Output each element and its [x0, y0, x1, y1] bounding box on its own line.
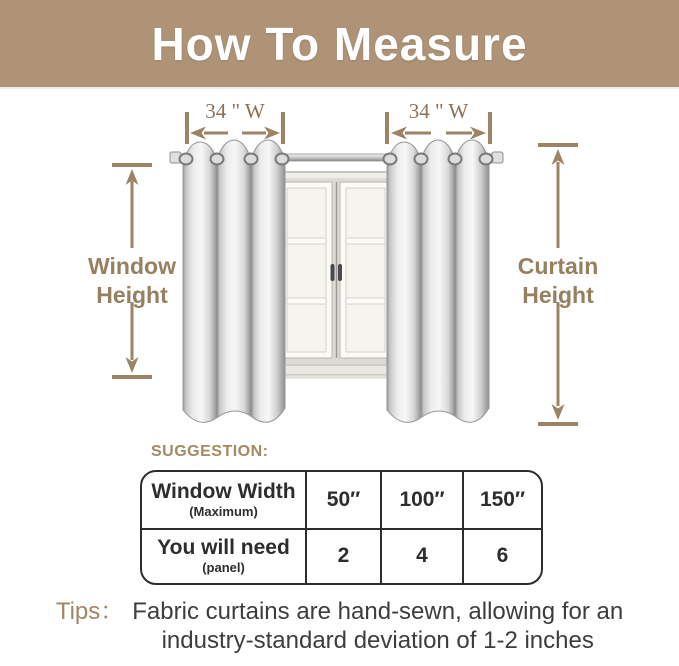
arrowhead-left-icon: [391, 127, 407, 140]
width-label-right: 34 " W: [408, 99, 469, 123]
curtain-panel-right: [387, 140, 489, 422]
grommet: [449, 154, 462, 165]
table-cell-width-100: [380, 472, 462, 528]
table-header-label: Window Width: [151, 479, 296, 503]
window-glass-left: [287, 188, 326, 352]
muntin: [287, 238, 326, 244]
grommet: [211, 154, 224, 165]
table-header-sublabel: (Maximum): [189, 503, 258, 519]
muntin: [287, 298, 326, 304]
window: [264, 172, 408, 379]
rod-end-right: [492, 152, 503, 163]
table-value: 2: [337, 544, 350, 568]
grommet: [245, 154, 258, 165]
table-cell-width-50: [305, 472, 380, 528]
arrowhead-right-icon: [470, 127, 486, 140]
muntin: [346, 238, 385, 244]
tips-section: [0, 597, 679, 655]
tips-label: Tips：: [55, 598, 125, 625]
curtain-height-label: Curtain Height: [517, 253, 599, 308]
window-handle-right: [338, 264, 342, 281]
window-height-label: Window Height: [88, 253, 176, 308]
table-value: 6: [496, 544, 509, 568]
curtain-panel-left: [183, 140, 285, 422]
table-header-sublabel: (panel): [202, 560, 245, 576]
table-cell-width-150: [462, 472, 541, 528]
tips-text: [132, 597, 623, 655]
grommet: [415, 154, 428, 165]
table-value: 4: [416, 544, 428, 568]
grommet: [384, 154, 397, 165]
curtain-shape: [183, 140, 285, 422]
tips-line-2: industry-standard deviation of 1-2 inches: [161, 627, 594, 654]
panel-suggestion-table: [140, 470, 543, 585]
table-cell-panels-2: [305, 528, 380, 584]
window-handle-left: [331, 264, 335, 281]
arrowhead-left-icon: [190, 127, 206, 140]
table-header-window-width: [142, 472, 305, 528]
table-value: 150″: [479, 487, 526, 511]
arrowhead-down-icon: [552, 404, 565, 420]
arrowhead-right-icon: [264, 127, 280, 140]
grommet: [480, 154, 493, 165]
table-cell-panels-6: [462, 528, 541, 584]
table-value: 50″: [326, 487, 361, 511]
window-glass-right: [346, 188, 385, 352]
table-header-label: You will need: [157, 536, 290, 560]
grommet: [180, 154, 193, 165]
measure-diagram: [0, 88, 679, 438]
page-title: How To Measure: [151, 17, 528, 70]
width-label-left: 34 " W: [205, 99, 265, 123]
suggestion-heading: SUGGESTION:: [151, 443, 269, 460]
title-banner: [0, 0, 679, 87]
muntin: [346, 298, 385, 304]
table-cell-panels-4: [380, 528, 462, 584]
table-value: 100″: [399, 487, 445, 511]
sill-shadow: [268, 376, 404, 379]
window-sill: [264, 365, 408, 375]
curtain-shape: [387, 140, 489, 422]
grommet: [276, 154, 289, 165]
table-header-you-will-need: [142, 528, 305, 584]
tips-line-1: Fabric curtains are hand-sewn, allowing for an: [132, 598, 624, 625]
